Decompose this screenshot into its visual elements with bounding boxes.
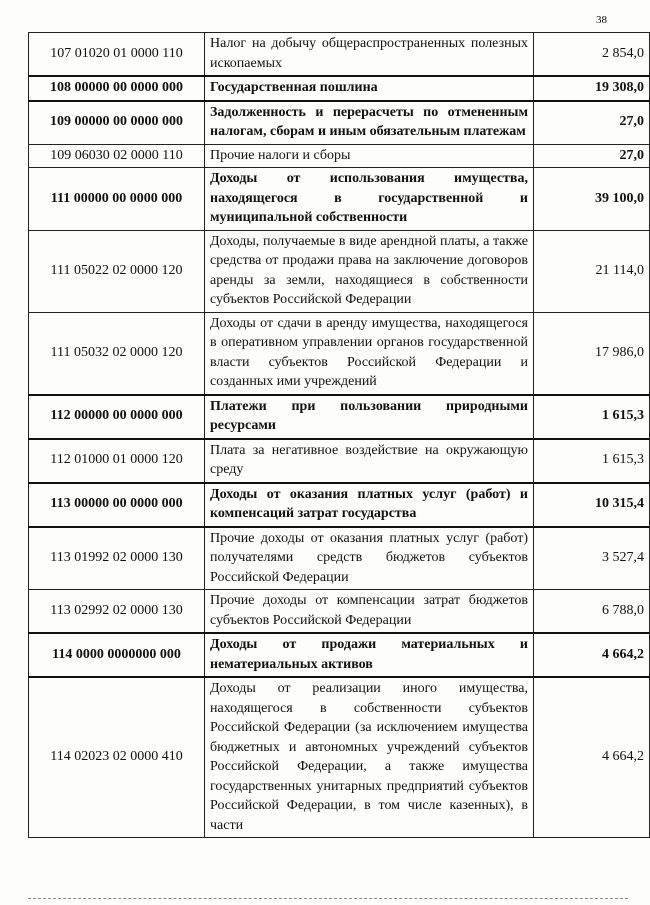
budget-code: 111 00000 00 0000 000 xyxy=(29,168,205,231)
table-row xyxy=(29,144,650,168)
budget-code: 113 02992 02 0000 130 xyxy=(29,590,205,634)
table-row xyxy=(29,633,650,677)
page-number: 38 xyxy=(596,14,607,26)
amount: 1 615,3 xyxy=(534,439,650,483)
amount: 27,0 xyxy=(534,101,650,145)
revenue-table xyxy=(28,32,650,838)
table-row xyxy=(29,439,650,483)
amount: 4 664,2 xyxy=(534,633,650,677)
table-row xyxy=(29,483,650,527)
revenue-name: Прочие доходы от компенсации затрат бюджетов субъектов Российской Федерации xyxy=(205,590,534,634)
budget-code: 114 02023 02 0000 410 xyxy=(29,677,205,838)
revenue-name: Плата за негативное воздействие на окружающую среду xyxy=(205,439,534,483)
amount: 21 114,0 xyxy=(534,230,650,312)
revenue-name: Доходы от продажи материальных и нематериальных активов xyxy=(205,633,534,677)
budget-code: 111 05032 02 0000 120 xyxy=(29,312,205,395)
amount: 3 527,4 xyxy=(534,527,650,590)
table-row xyxy=(29,230,650,312)
budget-code: 109 06030 02 0000 110 xyxy=(29,144,205,168)
amount: 39 100,0 xyxy=(534,168,650,231)
table-row xyxy=(29,76,650,101)
revenue-name: Доходы от использования имущества, находящегося в государственной и муниципальной собственности xyxy=(205,168,534,231)
revenue-name: Доходы от реализации иного имущества, находящегося в собственности субъектов Российской Федерации (за исключением имущества бюджетных и автономных учреждений субъектов Российской Федерации, а также имущества государственных унитарных предприятий субъектов Российской Федерации, в том числе казенных), в части xyxy=(205,677,534,838)
revenue-name: Налог на добычу общераспространенных полезных ископаемых xyxy=(205,33,534,77)
amount: 27,0 xyxy=(534,144,650,168)
budget-code: 108 00000 00 0000 000 xyxy=(29,76,205,101)
revenue-name: Платежи при пользовании природными ресурсами xyxy=(205,395,534,439)
revenue-name: Задолженность и перерасчеты по отмененным налогам, сборам и иным обязательным платежам xyxy=(205,101,534,145)
table-row xyxy=(29,527,650,590)
budget-code: 113 01992 02 0000 130 xyxy=(29,527,205,590)
table-row xyxy=(29,33,650,77)
table-row xyxy=(29,590,650,634)
amount: 1 615,3 xyxy=(534,395,650,439)
scan-edge-line xyxy=(28,898,628,899)
revenue-name: Доходы от сдачи в аренду имущества, находящегося в оперативном управлении органов государственной власти субъектов Российской Федерации и созданных ими учреждений xyxy=(205,312,534,395)
revenue-name: Государственная пошлина xyxy=(205,76,534,101)
amount: 4 664,2 xyxy=(534,677,650,838)
budget-code: 114 0000 0000000 000 xyxy=(29,633,205,677)
amount: 2 854,0 xyxy=(534,33,650,77)
revenue-name: Доходы, получаемые в виде арендной платы, а также средства от продажи права на заключение договоров аренды за земли, находящиеся в собственности субъектов Российской Федерации xyxy=(205,230,534,312)
budget-code: 109 00000 00 0000 000 xyxy=(29,101,205,145)
table-row xyxy=(29,677,650,838)
budget-code: 111 05022 02 0000 120 xyxy=(29,230,205,312)
budget-code: 107 01020 01 0000 110 xyxy=(29,33,205,77)
table-row xyxy=(29,101,650,145)
budget-code: 112 00000 00 0000 000 xyxy=(29,395,205,439)
revenue-name: Доходы от оказания платных услуг (работ) и компенсаций затрат государства xyxy=(205,483,534,527)
table-row xyxy=(29,312,650,395)
amount: 19 308,0 xyxy=(534,76,650,101)
revenue-name: Прочие доходы от оказания платных услуг (работ) получателями средств бюджетов субъектов Российской Федерации xyxy=(205,527,534,590)
amount: 6 788,0 xyxy=(534,590,650,634)
amount: 17 986,0 xyxy=(534,312,650,395)
table-row xyxy=(29,395,650,439)
amount: 10 315,4 xyxy=(534,483,650,527)
budget-code: 112 01000 01 0000 120 xyxy=(29,439,205,483)
table-row xyxy=(29,168,650,231)
revenue-name: Прочие налоги и сборы xyxy=(205,144,534,168)
budget-code: 113 00000 00 0000 000 xyxy=(29,483,205,527)
